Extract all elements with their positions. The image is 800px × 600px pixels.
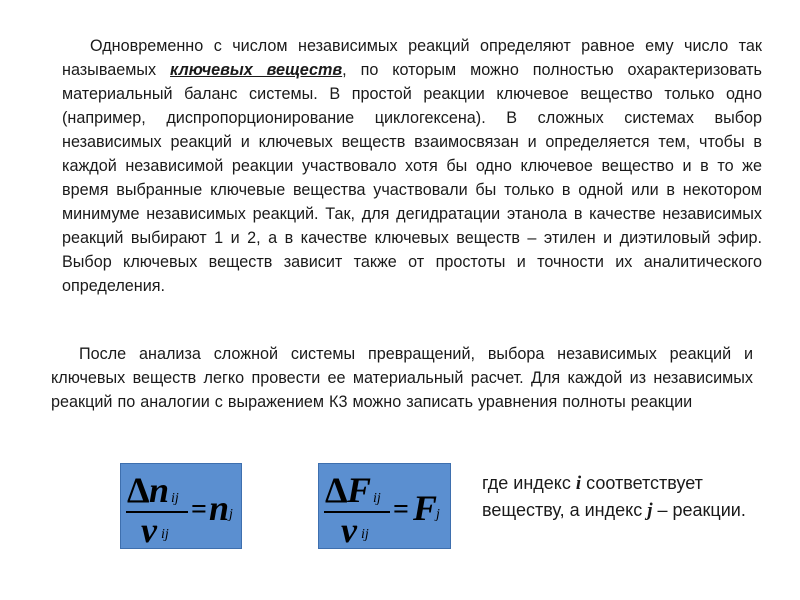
- key-substances-term: ключевых веществ: [170, 61, 343, 79]
- formula2-numerator-var: F: [347, 470, 372, 510]
- index-i: i: [575, 473, 582, 494]
- note-part1: где индекс: [482, 473, 571, 493]
- index-explanation: [482, 470, 762, 524]
- formula2-rhs-sub: j: [436, 507, 440, 522]
- formula-reaction-completeness-n: [120, 463, 242, 549]
- formula-reaction-completeness-f: [318, 463, 451, 549]
- formula1-denominator-sub: ij: [161, 527, 169, 542]
- index-j: j: [647, 500, 653, 521]
- note-part2: соответствует веществу, а индекс: [482, 473, 703, 520]
- formula1-rhs-var: n: [209, 488, 230, 528]
- formula2-denominator-var: ν: [341, 510, 357, 550]
- formula1-rhs-sub: j: [229, 507, 233, 522]
- formula2-denominator-sub: ij: [361, 527, 369, 542]
- paragraph1-text-after: , по которым можно полностью охарактеризовать материальный баланс системы. В простой реакции ключевое вещество только одно (например, диспропорционирование циклогексена). В сложных системах выбор независимых реакций и ключевых веществ взаимосвязан и определяется тем, чтобы в каждой независимой реакции участвовало хотя бы одно ключевое вещество и в то же время выбранные ключевые вещества участвовали бы только в одной или в некотором минимуме независимых реакций. Так, для дегидратации этанола в качестве независимых реакций выбирают 1 и 2, а в качестве ключевых веществ – этилен и диэтиловый эфир. Выбор ключевых веществ зависит также от простоты и точности их аналитического определения.: [62, 61, 762, 295]
- paragraph2-text: После анализа сложной системы превращений, выбора независимых реакций и ключевых веществ легко провести ее материальный расчет. Для каждой из независимых реакций по аналогии с выражением К3 можно записать уравнения полноты реакции: [51, 345, 753, 411]
- formula2-numerator-sub: ij: [373, 491, 381, 506]
- formula1-delta: Δ: [127, 470, 150, 510]
- formula1-numerator-var: n: [149, 470, 170, 510]
- formula2-fraction-bar: [324, 511, 390, 513]
- formula2-equals: =: [393, 494, 409, 525]
- formula1-fraction-bar: [126, 511, 188, 513]
- paragraph1-text-before: Одновременно с числом независимых реакций определяют равное ему число так называемых: [62, 37, 762, 79]
- note-part3: – реакции.: [657, 500, 746, 520]
- formula1-equals: =: [191, 494, 207, 525]
- formula1-denominator-var: ν: [141, 510, 157, 550]
- formula2-delta: Δ: [325, 470, 348, 510]
- formula1-numerator-sub: ij: [171, 491, 179, 506]
- paragraph-key-substances: [62, 34, 762, 298]
- formula2-rhs-var: F: [413, 488, 438, 528]
- paragraph-material-balance: [51, 342, 753, 414]
